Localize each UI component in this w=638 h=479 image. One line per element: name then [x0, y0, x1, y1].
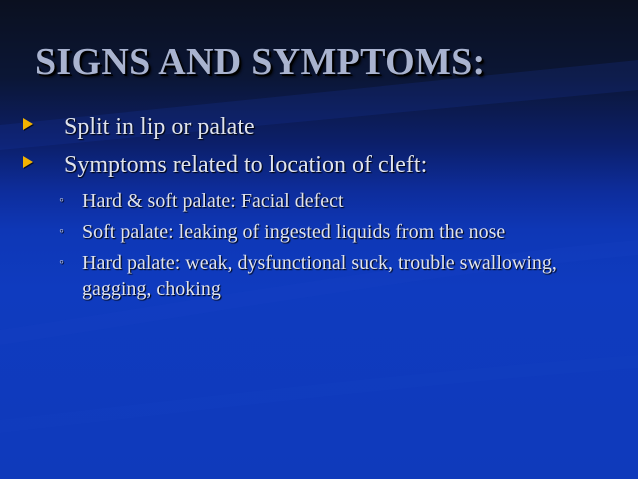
- sub-bullet-text: Hard palate: weak, dysfunctional suck, trouble swallowing, gagging, choking: [82, 252, 557, 300]
- sub-bullet-item-1: [22, 188, 602, 214]
- bullet-item-2: [22, 150, 622, 180]
- triangle-arrow-icon: [23, 118, 33, 130]
- sub-bullet-text: Soft palate: leaking of ingested liquids from the nose: [82, 221, 506, 243]
- bullet-list: [22, 112, 622, 307]
- bullet-item-1: [22, 112, 622, 142]
- sub-bullet-item-2: [22, 219, 602, 245]
- slide-title: SIGNS AND SYMPTOMS:: [35, 41, 486, 83]
- small-circle-icon: ◦: [59, 193, 64, 208]
- small-circle-icon: ◦: [59, 224, 64, 239]
- small-circle-icon: ◦: [59, 255, 64, 270]
- bullet-text: Symptoms related to location of cleft:: [64, 152, 428, 178]
- triangle-arrow-icon: [23, 156, 33, 168]
- sub-bullet-item-3: [22, 250, 602, 302]
- sub-bullet-text: Hard & soft palate: Facial defect: [82, 190, 344, 212]
- bullet-text: Split in lip or palate: [64, 114, 255, 140]
